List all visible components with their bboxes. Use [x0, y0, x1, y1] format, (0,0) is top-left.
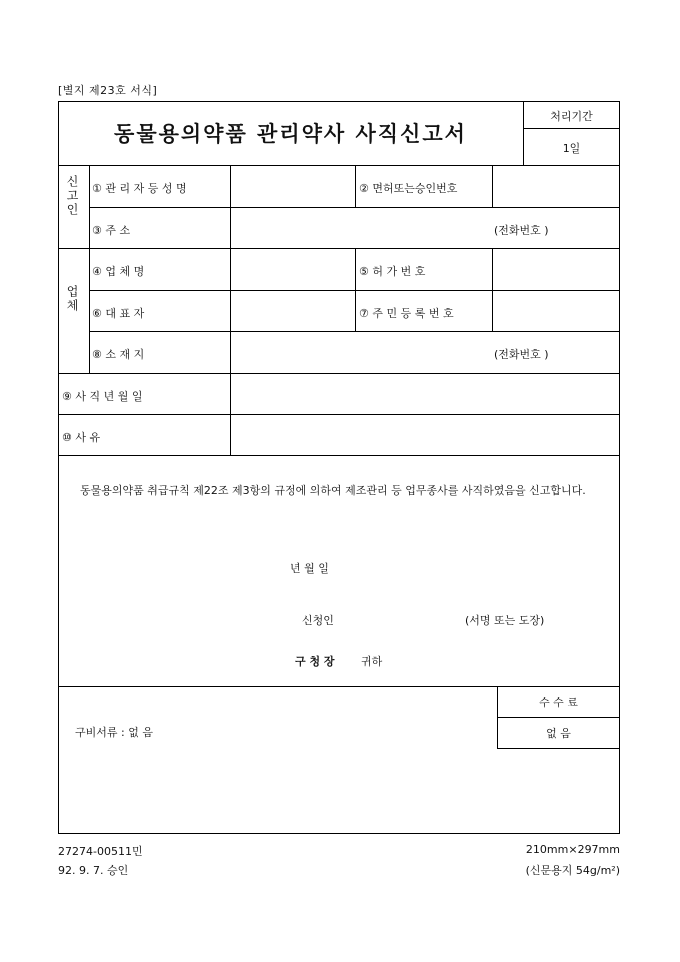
resignation-date-label: ⑨ 사 직 년 월 일 — [62, 390, 143, 403]
manager-name-label: ① 관 리 자 등 성 명 — [92, 182, 187, 195]
paper-size: 210mm×297mm — [525, 843, 620, 856]
company-phone-label: (전화번호 ) — [494, 348, 549, 361]
reporter-address-label: ③ 주 소 — [92, 224, 131, 237]
processing-period-value: 1일 — [562, 142, 581, 155]
required-documents: 구비서류 : 없 음 — [75, 726, 153, 739]
fee-value: 없 음 — [546, 727, 571, 740]
form-number-label: [별지 제23호 서식] — [58, 84, 158, 97]
declaration-statement: 동물용의약품 취급규칙 제22조 제3항의 규정에 의하여 제조관리 등 업무종사를 사직하였음을 신고합니다. — [80, 484, 586, 497]
company-group-label: 업체 — [65, 285, 79, 313]
approval-date: 92. 9. 7. 승인 — [58, 864, 129, 877]
date-line: 년 월 일 — [290, 562, 329, 575]
recipient-suffix: 귀하 — [361, 655, 383, 668]
recipient-name: 구 청 장 — [295, 655, 335, 668]
reason-label: ⑩ 사 유 — [62, 431, 101, 444]
applicant-label: 신청인 — [302, 614, 334, 627]
company-location-label: ⑧ 소 재 지 — [92, 348, 145, 361]
representative-label: ⑥ 대 표 자 — [92, 307, 145, 320]
reporter-phone-label: (전화번호 ) — [494, 224, 549, 237]
fee-label: 수 수 료 — [539, 696, 578, 709]
paper-type: (신문용지 54g/m²) — [525, 864, 620, 877]
permit-number-label: ⑤ 허 가 번 호 — [359, 265, 426, 278]
document-title: 동물용의약품 관리약사 사직신고서 — [114, 121, 467, 146]
processing-period-label: 처리기간 — [550, 110, 593, 123]
signature-label: (서명 또는 도장) — [465, 614, 545, 627]
reporter-group-label: 신고인 — [65, 175, 79, 217]
form-code: 27274-00511민 — [58, 845, 143, 858]
resident-number-label: ⑦ 주 민 등 록 번 호 — [359, 307, 454, 320]
license-number-label: ② 면허또는승인번호 — [359, 182, 458, 195]
company-name-label: ④ 업 체 명 — [92, 265, 145, 278]
